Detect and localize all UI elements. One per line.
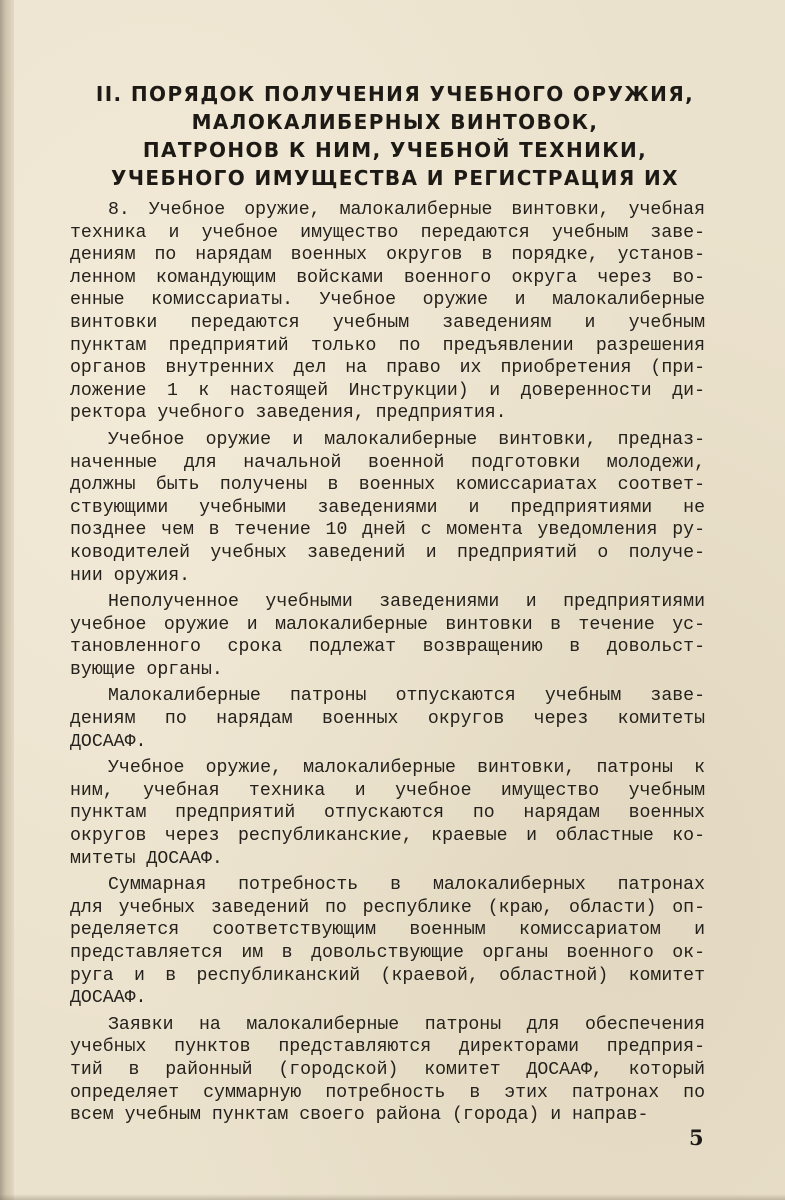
text-line: ним, учебная техника и учебное имущество учебным <box>70 780 705 801</box>
text-line: дениям по нарядам военных округов через комитеты <box>70 709 705 730</box>
heading-line: МАЛОКАЛИБЕРНЫХ ВИНТОВОК, <box>191 110 599 134</box>
text-line: ководителей учебных заведений и предприятий о получе- <box>70 542 705 563</box>
paragraph <box>70 685 705 753</box>
text-line: ДОСААФ. <box>70 988 147 1009</box>
text-line: руга и в республиканский (краевой, областной) комитет <box>70 965 705 986</box>
text-line: ределяется соответствующим военным комиссариатом и <box>70 920 705 941</box>
text-line: техника и учебное имущество передаются учебным заве- <box>70 222 705 243</box>
text-line: определяет суммарную потребность в этих патронах по <box>70 1082 705 1103</box>
text-line: учебное оружие и малокалиберные винтовки в течение ус- <box>70 614 705 635</box>
text-line: тий в районный (городской) комитет ДОСААФ, который <box>70 1059 705 1080</box>
text-line: тановленного срока подлежат возвращению в довольст- <box>70 637 705 658</box>
page-bottom-edge <box>0 1194 785 1200</box>
text-line: учебных пунктов представляются директорами предприя- <box>70 1037 705 1058</box>
text-line: наченные для начальной военной подготовки молодежи, <box>70 452 705 473</box>
text-line: Малокалиберные патроны отпускаются учебным заве- <box>108 686 705 707</box>
text-line: для учебных заведений по республике (краю, области) оп- <box>70 897 705 918</box>
text-line: округов через республиканские, краевые и областные ко- <box>70 826 705 847</box>
text-line: позднее чем в течение 10 дней с момента уведомления ру- <box>70 520 705 541</box>
heading-line: УЧЕБНОГО ИМУЩЕСТВА И РЕГИСТРАЦИЯ ИХ <box>111 166 679 190</box>
text-line: ложение 1 к настоящей Инструкции) и доверенности ди- <box>70 380 705 401</box>
paragraph <box>70 757 705 870</box>
paragraph <box>70 591 705 681</box>
text-line: винтовки передаются учебным заведениям и учебным <box>70 312 705 333</box>
text-line: нии оружия. <box>70 565 191 586</box>
text-line: органов внутренних дел на право их приобретения (при- <box>70 358 705 379</box>
text-line: вующие органы. <box>70 659 223 680</box>
heading-line: ПАТРОНОВ К НИМ, УЧЕБНОЙ ТЕХНИКИ, <box>142 138 648 162</box>
text-line: Заявки на малокалиберные патроны для обеспечения <box>108 1014 705 1035</box>
paragraph <box>70 429 705 587</box>
text-line: 8. Учебное оружие, малокалиберные винтовки, учебная <box>108 200 705 220</box>
text-line: пунктам предприятий только по предъявлении разрешения <box>70 335 705 356</box>
text-line: ректора учебного заведения, предприятия. <box>70 403 507 424</box>
heading-line: II. ПОРЯДОК ПОЛУЧЕНИЯ УЧЕБНОГО ОРУЖИЯ, <box>95 82 695 106</box>
text-line: дениям по нарядам военных округов в порядке, установ- <box>70 245 705 266</box>
paragraph <box>70 874 705 1010</box>
text-line: ствующими учебными заведениями и предприятиями не <box>70 497 705 518</box>
text-line: Учебное оружие и малокалиберные винтовки, предназ- <box>108 429 705 450</box>
binding-fold-shadow <box>0 0 14 1200</box>
text-line: ленном командующим войсками военного округа через во- <box>70 267 705 288</box>
text-line: Суммарная потребность в малокалиберных патронах <box>108 875 705 896</box>
text-line: Учебное оружие, малокалиберные винтовки, патроны к <box>108 758 705 779</box>
text-line: енные комиссариаты. Учебное оружие и малокалиберные <box>70 290 705 311</box>
text-line: должны быть получены в военных комиссариатах соответ- <box>70 475 705 496</box>
text-line: пунктам предприятий отпускаются по нарядам военных <box>70 803 705 824</box>
paragraph <box>70 1014 705 1127</box>
body-text <box>70 199 705 1131</box>
text-line: Неполученное учебными заведениями и предприятиями <box>108 592 705 613</box>
paragraph <box>70 199 705 425</box>
text-line: ДОСААФ. <box>70 731 147 752</box>
text-line: митеты ДОСААФ. <box>70 848 223 869</box>
text-line: представляется им в довольствующие органы военного ок- <box>70 943 705 963</box>
page-number: 5 <box>689 1125 704 1150</box>
text-line: всем учебным пунктам своего района (города) и направ- <box>70 1105 649 1126</box>
section-heading <box>80 80 710 192</box>
